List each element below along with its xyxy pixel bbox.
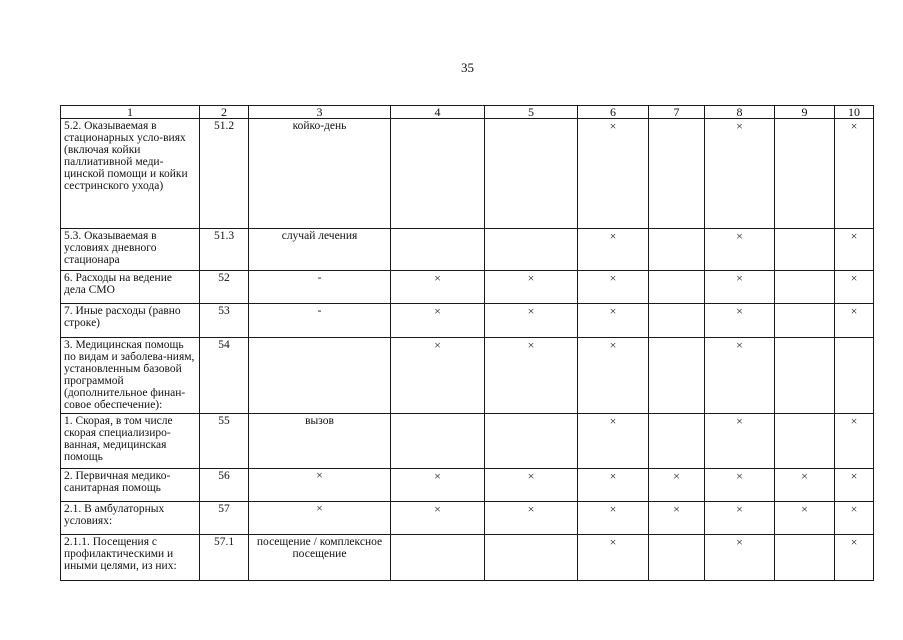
- mark-cell-col-6: ×: [578, 338, 649, 414]
- mark-cell-col-7: [649, 304, 705, 338]
- mark-cell-col-6: ×: [578, 535, 649, 581]
- row-code-cell: 51.3: [200, 229, 249, 271]
- mark-cell-col-8: ×: [705, 535, 775, 581]
- mark-cell-col-10: ×: [835, 502, 874, 535]
- table-row: [61, 338, 874, 414]
- mark-cell-col-8: ×: [705, 229, 775, 271]
- row-code-cell: 57.1: [200, 535, 249, 581]
- mark-cell-col-7: [649, 119, 705, 229]
- mark-cell-col-8: ×: [705, 119, 775, 229]
- row-code-cell: 52: [200, 271, 249, 304]
- mark-cell-col-6: ×: [578, 271, 649, 304]
- mark-cell-col-7: [649, 338, 705, 414]
- table-row: [61, 502, 874, 535]
- mark-cell-col-5: ×: [485, 502, 578, 535]
- mark-cell-col-10: ×: [835, 304, 874, 338]
- row-name-cell: 5.2. Оказываемая в стационарных усло-виях (включая койки паллиативной меди-цинской помощи и койки сестринского ухода): [61, 119, 200, 229]
- row-code-cell: 54: [200, 338, 249, 414]
- header-col-7: 7: [649, 106, 705, 119]
- row-unit-cell: [249, 338, 391, 414]
- mark-cell-col-8: ×: [705, 414, 775, 469]
- mark-cell-col-10: ×: [835, 271, 874, 304]
- mark-cell-col-9: [775, 304, 835, 338]
- mark-cell-col-6: ×: [578, 414, 649, 469]
- mark-cell-col-5: [485, 535, 578, 581]
- table-row: [61, 271, 874, 304]
- mark-cell-col-6: ×: [578, 304, 649, 338]
- mark-cell-col-8: ×: [705, 469, 775, 502]
- row-unit-cell: ×: [249, 469, 391, 502]
- mark-cell-col-9: [775, 271, 835, 304]
- mark-cell-col-5: ×: [485, 271, 578, 304]
- table-row: [61, 469, 874, 502]
- mark-cell-col-10: ×: [835, 535, 874, 581]
- row-name-cell: 1. Скорая, в том числе скорая специализиро-ванная, медицинская помощь: [61, 414, 200, 469]
- header-col-3: 3: [249, 106, 391, 119]
- mark-cell-col-10: ×: [835, 229, 874, 271]
- mark-cell-col-7: ×: [649, 502, 705, 535]
- mark-cell-col-8: ×: [705, 502, 775, 535]
- mark-cell-col-5: ×: [485, 469, 578, 502]
- header-col-1: 1: [61, 106, 200, 119]
- mark-cell-col-9: [775, 338, 835, 414]
- header-col-6: 6: [578, 106, 649, 119]
- row-code-cell: 56: [200, 469, 249, 502]
- mark-cell-col-4: ×: [391, 304, 485, 338]
- row-code-cell: 53: [200, 304, 249, 338]
- mark-cell-col-4: [391, 535, 485, 581]
- data-table: [60, 105, 874, 581]
- mark-cell-col-7: [649, 535, 705, 581]
- row-name-cell: 5.3. Оказываемая в условиях дневного стационара: [61, 229, 200, 271]
- mark-cell-col-6: ×: [578, 229, 649, 271]
- mark-cell-col-7: [649, 414, 705, 469]
- mark-cell-col-4: [391, 119, 485, 229]
- mark-cell-col-9: ×: [775, 469, 835, 502]
- row-name-cell: 2.1.1. Посещения с профилактическими и иными целями, из них:: [61, 535, 200, 581]
- row-code-cell: 55: [200, 414, 249, 469]
- mark-cell-col-9: ×: [775, 502, 835, 535]
- mark-cell-col-7: [649, 271, 705, 304]
- mark-cell-col-4: ×: [391, 338, 485, 414]
- row-unit-cell: вызов: [249, 414, 391, 469]
- row-unit-cell: случай лечения: [249, 229, 391, 271]
- mark-cell-col-5: [485, 119, 578, 229]
- row-unit-cell: посещение / комплексное посещение: [249, 535, 391, 581]
- row-name-cell: 3. Медицинская помощь по видам и заболева-ниям, установленным базовой программой (дополнительное финан-совое обеспечение):: [61, 338, 200, 414]
- row-unit-cell: койко-день: [249, 119, 391, 229]
- mark-cell-col-6: ×: [578, 469, 649, 502]
- table-body: [61, 119, 874, 581]
- mark-cell-col-5: [485, 229, 578, 271]
- row-unit-cell: -: [249, 304, 391, 338]
- table-row: [61, 229, 874, 271]
- row-code-cell: 51.2: [200, 119, 249, 229]
- table-header: [61, 106, 874, 119]
- table-row: [61, 304, 874, 338]
- mark-cell-col-10: ×: [835, 469, 874, 502]
- row-unit-cell: ×: [249, 502, 391, 535]
- mark-cell-col-7: ×: [649, 469, 705, 502]
- row-name-cell: 6. Расходы на ведение дела СМО: [61, 271, 200, 304]
- mark-cell-col-6: ×: [578, 502, 649, 535]
- mark-cell-col-4: [391, 414, 485, 469]
- header-col-4: 4: [391, 106, 485, 119]
- mark-cell-col-4: [391, 229, 485, 271]
- mark-cell-col-9: [775, 535, 835, 581]
- mark-cell-col-10: ×: [835, 414, 874, 469]
- mark-cell-col-8: ×: [705, 304, 775, 338]
- mark-cell-col-6: ×: [578, 119, 649, 229]
- header-col-9: 9: [775, 106, 835, 119]
- mark-cell-col-4: ×: [391, 271, 485, 304]
- row-code-cell: 57: [200, 502, 249, 535]
- row-unit-cell: -: [249, 271, 391, 304]
- mark-cell-col-4: ×: [391, 502, 485, 535]
- row-name-cell: 2.1. В амбулаторных условиях:: [61, 502, 200, 535]
- mark-cell-col-8: ×: [705, 271, 775, 304]
- row-name-cell: 7. Иные расходы (равно строке): [61, 304, 200, 338]
- table-row: [61, 535, 874, 581]
- mark-cell-col-5: ×: [485, 338, 578, 414]
- mark-cell-col-10: [835, 338, 874, 414]
- mark-cell-col-8: ×: [705, 338, 775, 414]
- mark-cell-col-9: [775, 414, 835, 469]
- mark-cell-col-9: [775, 119, 835, 229]
- mark-cell-col-10: ×: [835, 119, 874, 229]
- mark-cell-col-4: ×: [391, 469, 485, 502]
- header-row: [61, 106, 874, 119]
- table-row: [61, 119, 874, 229]
- mark-cell-col-5: [485, 414, 578, 469]
- header-col-5: 5: [485, 106, 578, 119]
- row-name-cell: 2. Первичная медико-санитарная помощь: [61, 469, 200, 502]
- page-number: 35: [461, 60, 474, 75]
- header-col-8: 8: [705, 106, 775, 119]
- mark-cell-col-5: ×: [485, 304, 578, 338]
- table-row: [61, 414, 874, 469]
- header-col-10: 10: [835, 106, 874, 119]
- mark-cell-col-7: [649, 229, 705, 271]
- mark-cell-col-9: [775, 229, 835, 271]
- header-col-2: 2: [200, 106, 249, 119]
